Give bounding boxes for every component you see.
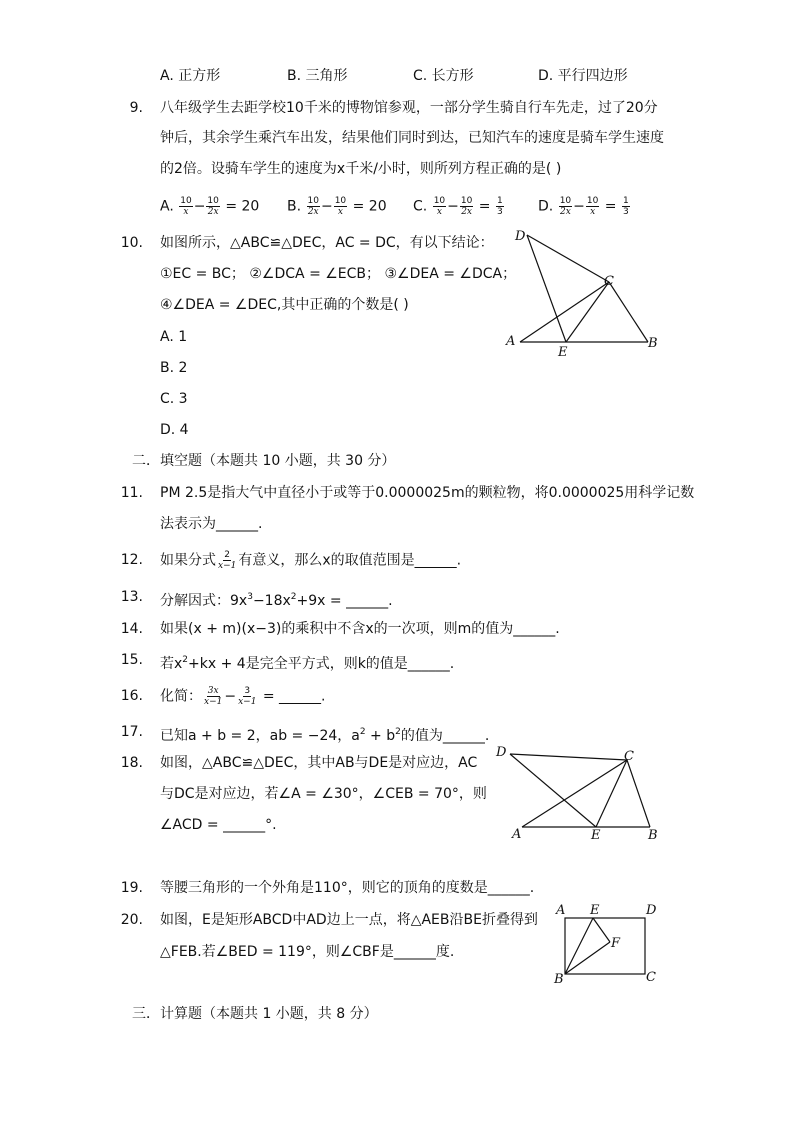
q11-line-2: 法表示为______. xyxy=(160,516,263,532)
q14-text: 如果(x + m)(x−3)的乘积中不含x的一次项，则m的值为______. xyxy=(160,621,560,637)
q13-text: 分解因式：$9x^3-18x^2+9x$ = ______. xyxy=(160,592,393,609)
q18-label-a: A xyxy=(512,827,522,842)
q13-number: 13. xyxy=(120,589,143,605)
q9-option-d: D. $\frac{10}{2x}$ − $\frac{10}{x}$ = $\frac{1}{3}$ xyxy=(538,196,629,217)
q9-option-c: C. $\frac{10}{x}$ − $\frac{10}{2x}$ = $\frac{1}{3}$ xyxy=(413,196,503,217)
q10-label-d: D xyxy=(515,229,526,244)
q10-label-a: A xyxy=(506,334,516,349)
q10-triangle-figure xyxy=(500,222,670,362)
q8-option-c: C. 长方形 xyxy=(413,68,474,84)
q10-option-a: A. 1 xyxy=(160,329,188,345)
q18-number: 18. xyxy=(120,755,143,771)
q8-option-d: D. 平行四边形 xyxy=(538,68,628,84)
q15-text: 若$x^2+kx + 4$是完全平方式，则k的值是______. xyxy=(160,655,455,672)
q20-label-d: D xyxy=(646,903,657,918)
q10-label-c: C xyxy=(604,274,614,289)
q9-option-a: A. $\frac{10}{x}$ − $\frac{10}{2x}$ = 20 xyxy=(160,196,260,217)
q10-label-b: B xyxy=(648,336,658,351)
q9-option-b: B. $\frac{10}{2x}$ − $\frac{10}{x}$ = 20 xyxy=(287,196,387,217)
q18-line-2: 与DC是对应边，若∠A = ∠30°，∠CEB = 70°，则 xyxy=(160,786,487,802)
q20-label-c: C xyxy=(646,970,656,985)
q18-label-d: D xyxy=(496,745,507,760)
q8-option-b: B. 三角形 xyxy=(287,68,348,84)
q20-line-2: △FEB.若∠BED = 119°，则∠CBF是______度. xyxy=(160,944,455,960)
q9-number: 9. xyxy=(129,100,143,116)
q20-line-ef xyxy=(593,918,610,942)
q10-option-c: C. 3 xyxy=(160,391,188,407)
q20-line-1: 如图，E是矩形ABCD中AD边上一点，将△AEB沿BE折叠得到 xyxy=(160,912,538,928)
q19-number: 19. xyxy=(120,880,143,896)
q18-label-b: B xyxy=(648,828,658,843)
q18-line-de xyxy=(510,754,596,827)
q11-number: 11. xyxy=(120,485,143,501)
q18-label-c: C xyxy=(624,749,634,764)
q16-number: 16. xyxy=(120,688,143,704)
q9-line-3: 的2倍。设骑车学生的速度为x千米/小时，则所列方程正确的是( ) xyxy=(160,161,562,177)
q18-triangle-figure xyxy=(492,740,667,845)
q20-label-b: B xyxy=(554,972,564,987)
q20-rectangle-figure xyxy=(548,898,668,988)
q20-label-e: E xyxy=(590,903,600,918)
q17-number: 17. xyxy=(120,724,143,740)
q18-label-e: E xyxy=(591,828,601,843)
q10-number: 10. xyxy=(120,235,143,251)
q18-line-1: 如图，△ABC≌△DEC，其中AB与DE是对应边，AC xyxy=(160,755,478,771)
q20-line-bf xyxy=(565,942,610,974)
q10-label-e: E xyxy=(558,345,568,360)
q10-option-b: B. 2 xyxy=(160,360,188,376)
q17-text: 已知a + b = 2，ab = −24，$a^2 + b^2$的值为______. xyxy=(160,727,490,744)
section-2-heading: 二．填空题（本题共 10 小题，共 30 分） xyxy=(132,453,396,469)
q8-option-a: A. 正方形 xyxy=(160,68,221,84)
q10-line-2: ①EC = BC； ②∠DCA = ∠ECB； ③∠DEA = ∠DCA； xyxy=(160,266,517,282)
q10-line-cb xyxy=(609,282,648,342)
q10-line-ac xyxy=(520,282,609,342)
q18-line-3: ∠ACD = ______°. xyxy=(160,817,277,833)
q20-number: 20. xyxy=(120,912,143,928)
section-3-heading: 三．计算题（本题共 1 小题，共 8 分） xyxy=(132,1006,378,1022)
q15-number: 15. xyxy=(120,652,143,668)
q11-line-1: PM 2.5是指大气中直径小于或等于0.0000025m的颗粒物，将0.0000025用科学记数 xyxy=(160,485,695,501)
q10-line-de xyxy=(527,235,566,342)
q10-line-3: ④∠DEA = ∠DEC,其中正确的个数是( ) xyxy=(160,297,409,313)
q10-line-1: 如图所示，△ABC≌△DEC，AC = DC，有以下结论： xyxy=(160,235,494,251)
q9-line-1: 八年级学生去距学校10千米的博物馆参观，一部分学生骑自行车先走，过了20分 xyxy=(160,100,658,116)
q20-line-be xyxy=(565,918,593,974)
q10-line-dc xyxy=(527,235,609,282)
q10-option-d: D. 4 xyxy=(160,422,189,438)
q12-text: 如果分式 $\frac{2}{x-1}$ 有意义，那么x的取值范围是______. xyxy=(160,550,462,571)
q19-text: 等腰三角形的一个外角是110°，则它的顶角的度数是______. xyxy=(160,880,535,896)
q9-line-2: 钟后，其余学生乘汽车出发，结果他们同时到达，已知汽车的速度是骑车学生速度 xyxy=(160,130,664,146)
q16-text: 化简： $\frac{3x}{x-1}$ − $\frac{3}{x-1}$ = ______. xyxy=(160,686,326,707)
q20-label-a: A xyxy=(556,903,566,918)
q10-line-ec xyxy=(566,282,609,342)
q18-line-dc xyxy=(510,754,627,760)
q12-number: 12. xyxy=(120,552,143,568)
q18-line-cb xyxy=(627,760,650,827)
q20-label-f: F xyxy=(611,936,621,951)
q14-number: 14. xyxy=(120,621,143,637)
